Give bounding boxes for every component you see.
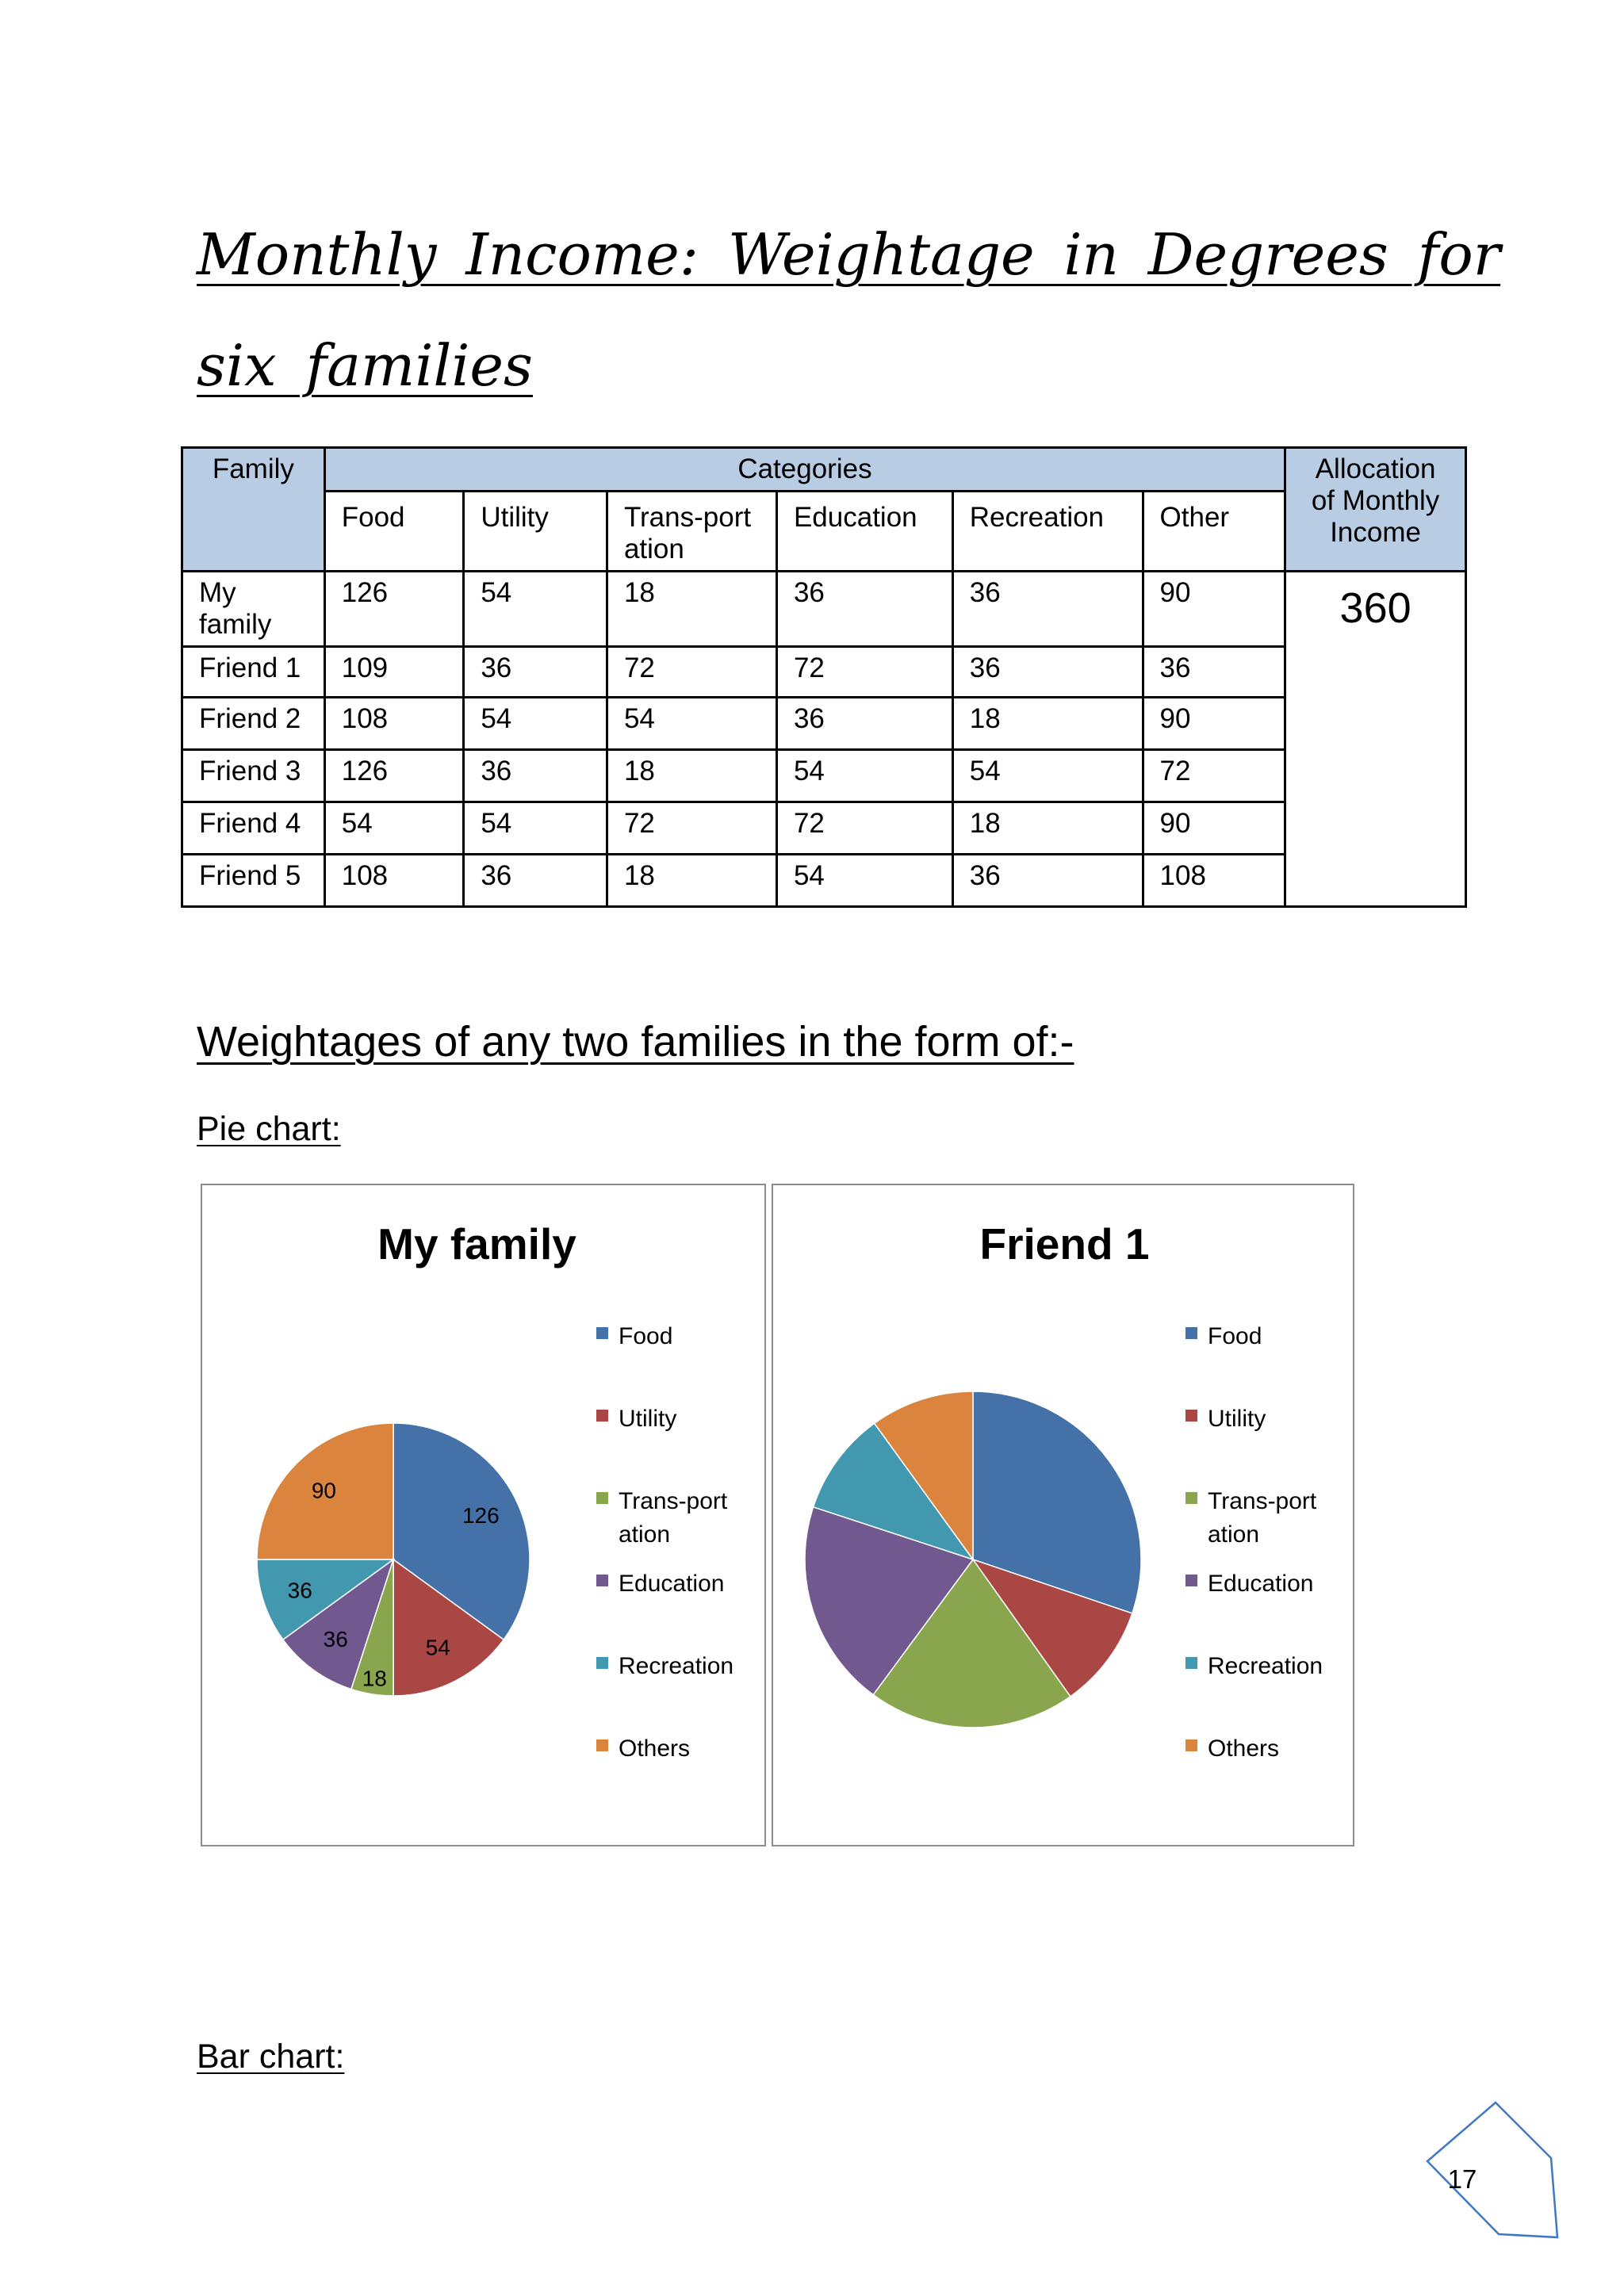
- legend-swatch: [596, 1327, 608, 1339]
- value-cell: 90: [1143, 572, 1285, 647]
- legend-swatch: [596, 1492, 608, 1504]
- pie-data-label: 18: [362, 1666, 387, 1691]
- value-cell: 54: [607, 698, 776, 750]
- legend-swatch: [596, 1739, 608, 1751]
- value-cell: 72: [1143, 750, 1285, 802]
- value-cell: 36: [464, 855, 607, 907]
- legend-label: Education: [1208, 1571, 1314, 1597]
- table-row: [182, 855, 1466, 907]
- value-cell: 18: [607, 855, 776, 907]
- value-cell: 54: [464, 698, 607, 750]
- value-cell: 109: [324, 647, 464, 698]
- legend-swatch: [1185, 1492, 1197, 1504]
- value-cell: 54: [324, 802, 464, 855]
- pie-data-label: 90: [311, 1478, 337, 1503]
- legend-label: Food: [1208, 1323, 1262, 1349]
- value-cell: 54: [464, 802, 607, 855]
- value-cell: 54: [776, 750, 952, 802]
- value-cell: 36: [776, 572, 952, 647]
- legend-swatch: [1185, 1327, 1197, 1339]
- value-cell: 54: [464, 572, 607, 647]
- value-cell: 36: [952, 572, 1143, 647]
- value-cell: 72: [776, 802, 952, 855]
- family-cell: Friend 4: [182, 802, 325, 855]
- legend-swatch: [1185, 1657, 1197, 1669]
- page-number: 17: [1447, 2164, 1477, 2194]
- value-cell: 36: [464, 647, 607, 698]
- legend-label: Trans-portation: [619, 1488, 728, 1548]
- pie-chart-my-family: [201, 1184, 766, 1846]
- family-cell: Friend 5: [182, 855, 325, 907]
- category-header: Education: [776, 492, 952, 572]
- pie-chart-friend-1: [772, 1184, 1354, 1846]
- legend-label: Utility: [619, 1406, 677, 1432]
- value-cell: 126: [324, 572, 464, 647]
- pie-data-label: 54: [425, 1635, 450, 1660]
- value-cell: 108: [324, 855, 464, 907]
- legend-label: Recreation: [619, 1653, 734, 1679]
- category-header: Other: [1143, 492, 1285, 572]
- categories-header: Categories: [324, 448, 1285, 492]
- value-cell: 18: [607, 572, 776, 647]
- category-header: Recreation: [952, 492, 1143, 572]
- table-row: [182, 647, 1466, 698]
- table-row: [182, 698, 1466, 750]
- value-cell: 126: [324, 750, 464, 802]
- family-header: Family: [182, 448, 325, 572]
- section-heading: Weightages of any two families in the form of:-: [197, 1018, 1074, 1066]
- legend-label: Trans-portation: [1208, 1488, 1317, 1548]
- value-cell: 72: [607, 802, 776, 855]
- allocation-value: 360: [1285, 572, 1466, 907]
- value-cell: 36: [776, 698, 952, 750]
- legend-swatch: [1185, 1410, 1197, 1422]
- value-cell: 36: [464, 750, 607, 802]
- legend-swatch: [596, 1657, 608, 1669]
- value-cell: 18: [952, 698, 1143, 750]
- legend-label: Utility: [1208, 1406, 1266, 1432]
- value-cell: 90: [1143, 802, 1285, 855]
- bar-chart-heading: Bar chart:: [197, 2038, 345, 2076]
- value-cell: 18: [952, 802, 1143, 855]
- page-title-line-2: six families: [197, 332, 533, 399]
- value-cell: 54: [776, 855, 952, 907]
- legend-label: Food: [619, 1323, 673, 1349]
- chart-title: Friend 1: [979, 1219, 1150, 1269]
- pie-chart-heading: Pie chart:: [197, 1110, 341, 1148]
- legend-swatch: [1185, 1575, 1197, 1586]
- value-cell: 54: [952, 750, 1143, 802]
- legend-label: Education: [619, 1571, 725, 1597]
- family-cell: Friend 1: [182, 647, 325, 698]
- category-header: Utility: [464, 492, 607, 572]
- family-cell: Friend 3: [182, 750, 325, 802]
- legend-label: Others: [619, 1735, 691, 1762]
- value-cell: 108: [324, 698, 464, 750]
- table-row: [182, 572, 1466, 647]
- family-cell: Friend 2: [182, 698, 325, 750]
- chart-title: My family: [377, 1219, 576, 1269]
- table-row: [182, 750, 1466, 802]
- legend-swatch: [1185, 1739, 1197, 1751]
- pie-data-label: 36: [323, 1627, 348, 1652]
- value-cell: 18: [607, 750, 776, 802]
- value-cell: 72: [607, 647, 776, 698]
- legend-swatch: [596, 1410, 608, 1422]
- legend-label: Recreation: [1208, 1653, 1323, 1679]
- pie-data-label: 126: [462, 1502, 500, 1528]
- value-cell: 108: [1143, 855, 1285, 907]
- family-cell: My family: [182, 572, 325, 647]
- value-cell: 90: [1143, 698, 1285, 750]
- legend-label: Others: [1208, 1735, 1280, 1762]
- weightage-table: [181, 446, 1467, 908]
- category-header: Trans-portation: [607, 492, 776, 572]
- value-cell: 36: [952, 855, 1143, 907]
- category-header: Food: [324, 492, 464, 572]
- table-row: [182, 802, 1466, 855]
- value-cell: 72: [776, 647, 952, 698]
- page-title-line-1: Monthly Income: Weightage in Degrees for: [197, 221, 1501, 288]
- allocation-header: Allocation of Monthly Income: [1285, 448, 1466, 572]
- legend-swatch: [596, 1575, 608, 1586]
- value-cell: 36: [952, 647, 1143, 698]
- value-cell: 36: [1143, 647, 1285, 698]
- pie-data-label: 36: [287, 1578, 312, 1603]
